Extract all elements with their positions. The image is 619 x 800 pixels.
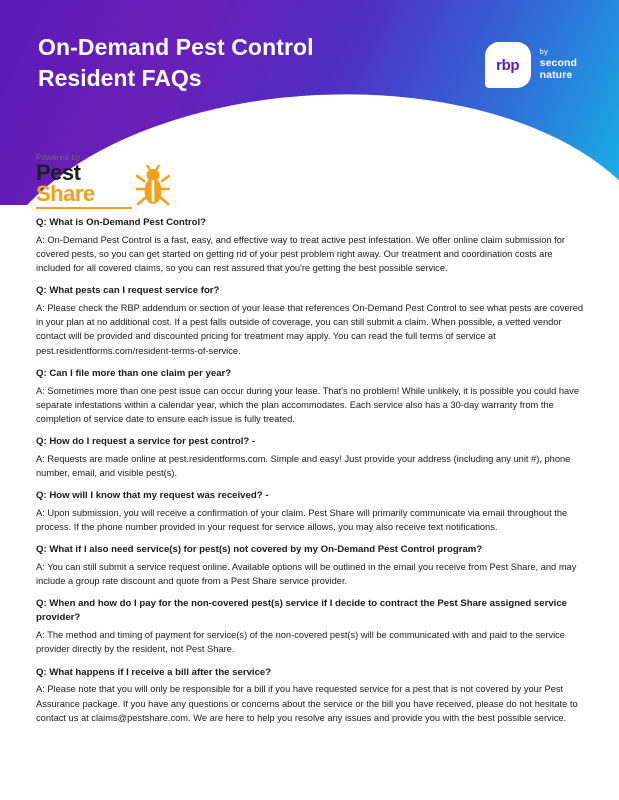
faq-answer: A: Please note that you will only be responsible for a bill if you have requested service for a pest that is not covered by your Pest Assurance package. If you have any questions or concerns about the service or the bill you have received, please do not hesitate to contact us at claims@pestshare.com. We are here to help you resolve any issues and provide you with the best possible service. xyxy=(36,684,578,723)
faq-question: Q: What is On-Demand Pest Control? xyxy=(36,217,207,228)
rbp-badge-label: rbp xyxy=(496,56,520,74)
pest-share-word-1: Pest xyxy=(36,160,81,185)
pest-share-word-2: Share xyxy=(36,180,95,206)
powered-by-label: Powered by xyxy=(36,153,81,162)
faq-item xyxy=(36,216,584,275)
title-line-1: On-Demand Pest Control xyxy=(38,34,314,60)
pest-share-underline xyxy=(36,207,132,209)
brand-line-2: nature xyxy=(539,69,573,82)
faq-question: Q: What pests can I request service for? xyxy=(36,285,220,297)
faq-answer: A: You can still submit a service request online. Available options will be outlined in the email you receive from Pest Share, and may include a group rate discount and quote from a Pest Share service provider. xyxy=(36,562,577,587)
faq-question: Q: How do I request a service for pest control? - xyxy=(36,435,256,447)
pest-share-logo xyxy=(36,153,236,209)
faq-item xyxy=(36,489,584,534)
faq-question: Q: What happens if I receive a bill after the service? xyxy=(36,666,272,678)
second-nature-wordmark xyxy=(540,48,577,82)
faq-question: Q: Can I file more than one claim per year? xyxy=(36,367,232,379)
pest-share-wordmark xyxy=(36,160,132,209)
faq-item xyxy=(36,543,584,588)
faq-item xyxy=(36,435,584,480)
faq-list xyxy=(36,216,584,734)
faq-answer: A: Sometimes more than one pest issue can occur during your lease. That's no problem! While unlikely, it is possible you could have separate infestations within a calendar year, which the plan accommodates. Each service also has a 30-day warranty from the completion of service date to ensure each issue is fully treated. xyxy=(36,385,579,424)
bug-icon xyxy=(136,165,170,209)
faq-item xyxy=(36,284,584,357)
title-line-2: Resident FAQs xyxy=(38,65,202,92)
faq-question: Q: How will I know that my request was received? - xyxy=(36,490,269,502)
brand-prefix: by xyxy=(539,47,549,57)
faq-item xyxy=(36,597,584,656)
faq-item xyxy=(36,666,584,725)
faq-answer: A: Upon submission, you will receive a confirmation of your claim. Pest Share will primarily communicate via email throughout the process. If the phone number provided in your request for service allows, you may also receive text notifications. xyxy=(36,508,568,533)
page-title xyxy=(38,33,314,94)
faq-answer: A: On-Demand Pest Control is a fast, easy, and effective way to treat active pest infestation. We offer online claim submission for covered pests, so you can get started on getting rid of your pest problem right away. Our treatment and coordination costs are included for all covered claims, so you can rest assured that you're getting the best possible service. xyxy=(36,234,565,274)
rbp-logo xyxy=(485,42,577,88)
faq-answer: A: Please check the RBP addendum or section of your lease that references On-Demand Pest Control to see what pests are covered in your plan at no additional cost. If a pest falls outside of coverage, you can still submit a claim. When possible, a vetted vendor contact will be provided and discounted pricing for treatment may apply. You can read the full terms of service at pest.residentforms.com/resident-terms-of-service. xyxy=(36,303,584,356)
faq-item xyxy=(36,367,584,426)
brand-line-1: second xyxy=(539,57,577,70)
faq-answer: A: The method and timing of payment for service(s) of the non-covered pest(s) will be communicated with and paid to the service provider directly by the resident, not Pest Share. xyxy=(36,630,565,655)
rbp-badge-icon xyxy=(485,42,531,88)
faq-answer: A: Requests are made online at pest.residentforms.com. Simple and easy! Just provide your address (including any unit #), phone number, email, and visible pest(s). xyxy=(36,453,571,478)
faq-question: Q: What if I also need service(s) for pest(s) not covered by my On-Demand Pest Control program? xyxy=(36,544,483,556)
faq-question: Q: When and how do I pay for the non-covered pest(s) service if I decide to contract the Pest Share assigned service provider? xyxy=(36,598,567,624)
